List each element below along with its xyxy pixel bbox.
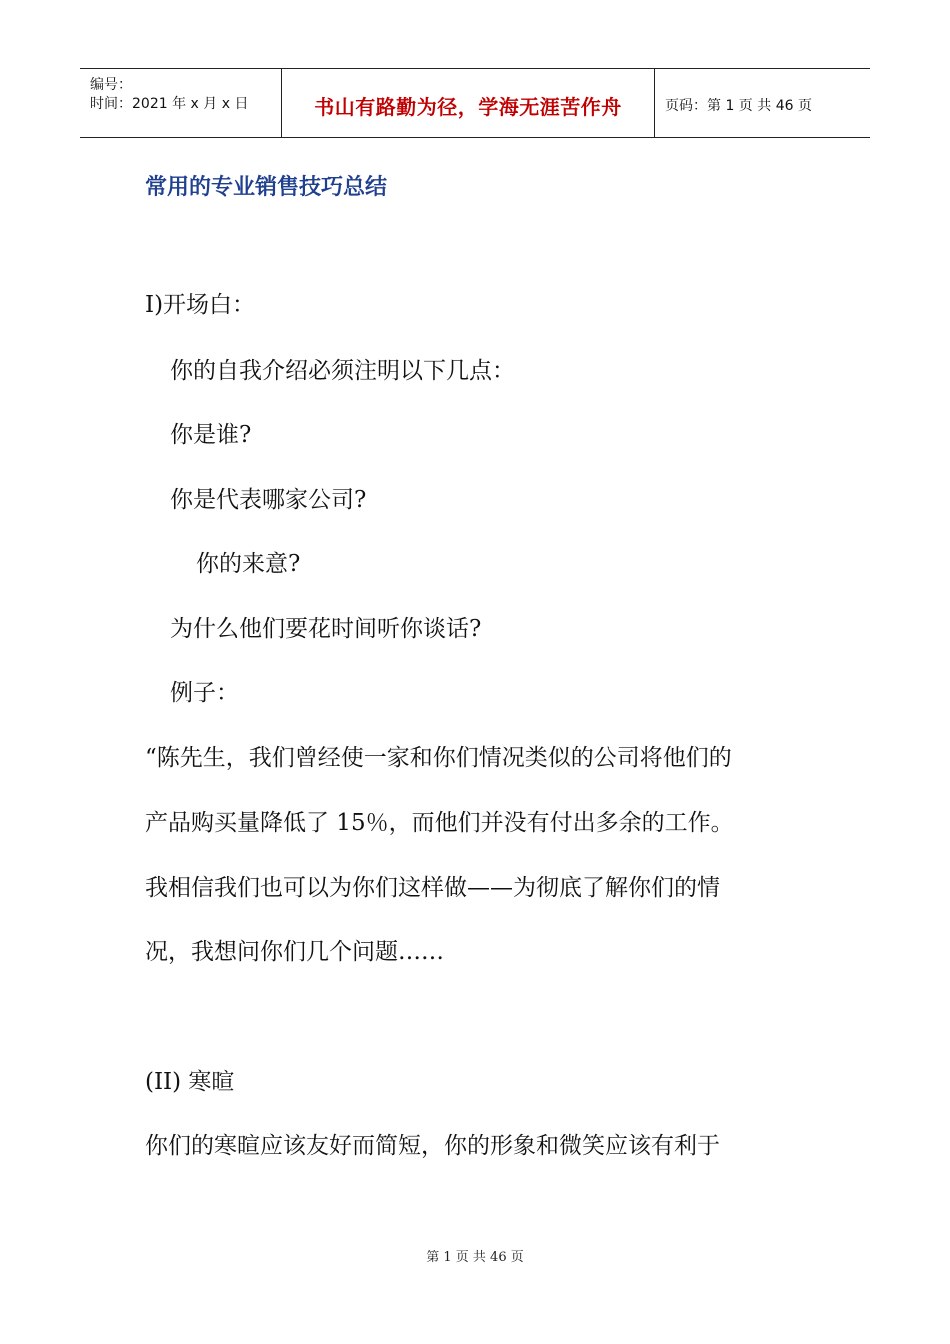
header-motto-cell [282,69,655,137]
section2-heading: (II) 寒暄 [145,1069,235,1095]
question-why-listen: 为什么他们要花时间听你谈话? [170,616,482,642]
header-page-cell [655,69,870,137]
section1-heading: I)开场白： [145,292,256,318]
question-who: 你是谁? [170,422,252,448]
question-purpose: 你的来意? [196,551,301,577]
page-footer: 第 1 页 共 46 页 [426,1250,524,1265]
example-line: 况，我想问你们几个问题…… [145,939,444,965]
example-line: 我相信我们也可以为你们这样做——为彻底了解你们的情 [145,875,720,901]
header-info-cell [80,69,282,137]
motto-text: 书山有路勤为径，学海无涯苦作舟 [314,95,622,119]
section2-text: 你们的寒暄应该友好而简短，你的形象和微笑应该有利于 [145,1133,720,1159]
date-line: 时间：2021 年 x 月 x 日 [90,96,249,112]
page-info: 页码：第 1 页 共 46 页 [665,98,812,114]
page-header [80,68,870,138]
question-company: 你是代表哪家公司? [170,487,367,513]
example-line: “陈先生，我们曾经使一家和你们情况类似的公司将他们的 [145,745,732,771]
intro-line: 你的自我介绍必须注明以下几点： [170,358,515,384]
doc-number-label: 编号： [90,77,132,93]
example-label: 例子： [170,680,239,706]
document-title: 常用的专业销售技巧总结 [145,175,388,200]
example-line: 产品购买量降低了 15％，而他们并没有付出多余的工作。 [145,810,734,836]
